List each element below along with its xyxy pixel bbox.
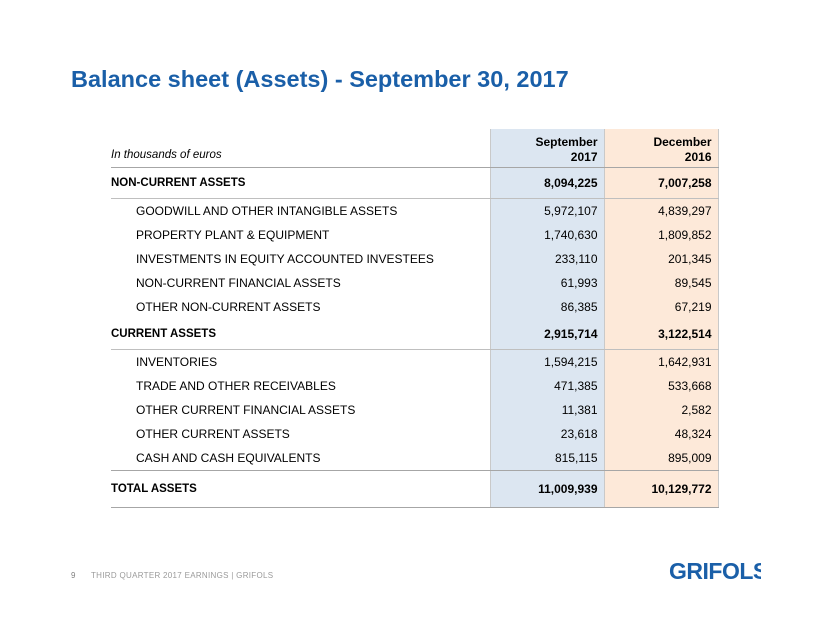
section-row-current-assets [111,319,718,350]
row-value-dec: 201,345 [604,247,718,271]
section-label: CURRENT ASSETS [111,319,490,350]
svg-text:GRIFOLS: GRIFOLS [669,558,761,583]
table-row [111,374,718,398]
row-label: NON-CURRENT FINANCIAL ASSETS [136,276,341,290]
column-header-line1: September [535,135,598,149]
grifols-logo-graphic [669,557,761,583]
page-number: 9 [71,571,76,580]
page-title: Balance sheet (Assets) - September 30, 2017 [71,66,569,92]
row-value-sep: 11,381 [490,398,604,422]
row-label: INVENTORIES [136,355,218,369]
section-value-sep: 8,094,225 [490,168,604,199]
column-header-line2: 2016 [684,150,712,164]
row-value-sep: 5,972,107 [490,199,604,224]
table-row [111,398,718,422]
row-value-sep: 1,594,215 [490,350,604,375]
section-label: NON-CURRENT ASSETS [111,168,490,199]
row-value-sep: 1,740,630 [490,223,604,247]
row-label: OTHER CURRENT FINANCIAL ASSETS [136,403,356,417]
row-value-dec: 533,668 [604,374,718,398]
row-value-dec: 67,219 [604,295,718,319]
row-value-sep: 86,385 [490,295,604,319]
row-label: PROPERTY PLANT & EQUIPMENT [136,228,330,242]
section-value-sep: 2,915,714 [490,319,604,350]
row-label: OTHER NON-CURRENT ASSETS [136,300,321,314]
balance-sheet-table [111,129,719,508]
total-value-dec: 10,129,772 [604,471,718,508]
row-label: CASH AND CASH EQUIVALENTS [111,446,490,471]
row-label: GOODWILL AND OTHER INTANGIBLE ASSETS [136,204,398,218]
total-value-sep: 11,009,939 [490,471,604,508]
column-header-september-2017 [490,129,604,168]
table-header-row [111,129,718,168]
row-value-dec: 48,324 [604,422,718,446]
table-row [111,271,718,295]
unit-label: In thousands of euros [111,129,490,168]
table-row [111,422,718,446]
row-value-dec: 1,809,852 [604,223,718,247]
section-value-dec: 7,007,258 [604,168,718,199]
table-row [111,295,718,319]
row-value-sep: 23,618 [490,422,604,446]
row-value-sep: 61,993 [490,271,604,295]
row-value-dec: 4,839,297 [604,199,718,224]
row-value-sep: 471,385 [490,374,604,398]
table-row [111,223,718,247]
row-value-dec: 89,545 [604,271,718,295]
row-value-sep: 815,115 [490,446,604,471]
column-header-december-2016 [604,129,718,168]
row-value-dec: 895,009 [604,446,718,471]
column-header-line2: 2017 [570,150,598,164]
row-value-dec: 1,642,931 [604,350,718,375]
grifols-logo [669,557,761,588]
table-row [111,247,718,271]
row-value-sep: 233,110 [490,247,604,271]
total-row [111,471,718,508]
table-row [111,350,718,375]
row-label: INVESTMENTS IN EQUITY ACCOUNTED INVESTEES [136,252,434,266]
row-value-dec: 2,582 [604,398,718,422]
table-row [111,446,718,471]
footer-text: THIRD QUARTER 2017 EARNINGS | GRIFOLS [91,571,274,580]
row-label: OTHER CURRENT ASSETS [136,427,290,441]
row-label: TRADE AND OTHER RECEIVABLES [136,379,336,393]
column-header-line1: December [653,135,712,149]
section-value-dec: 3,122,514 [604,319,718,350]
total-label: TOTAL ASSETS [111,471,490,508]
section-row-non-current-assets [111,168,718,199]
table-row [111,199,718,224]
